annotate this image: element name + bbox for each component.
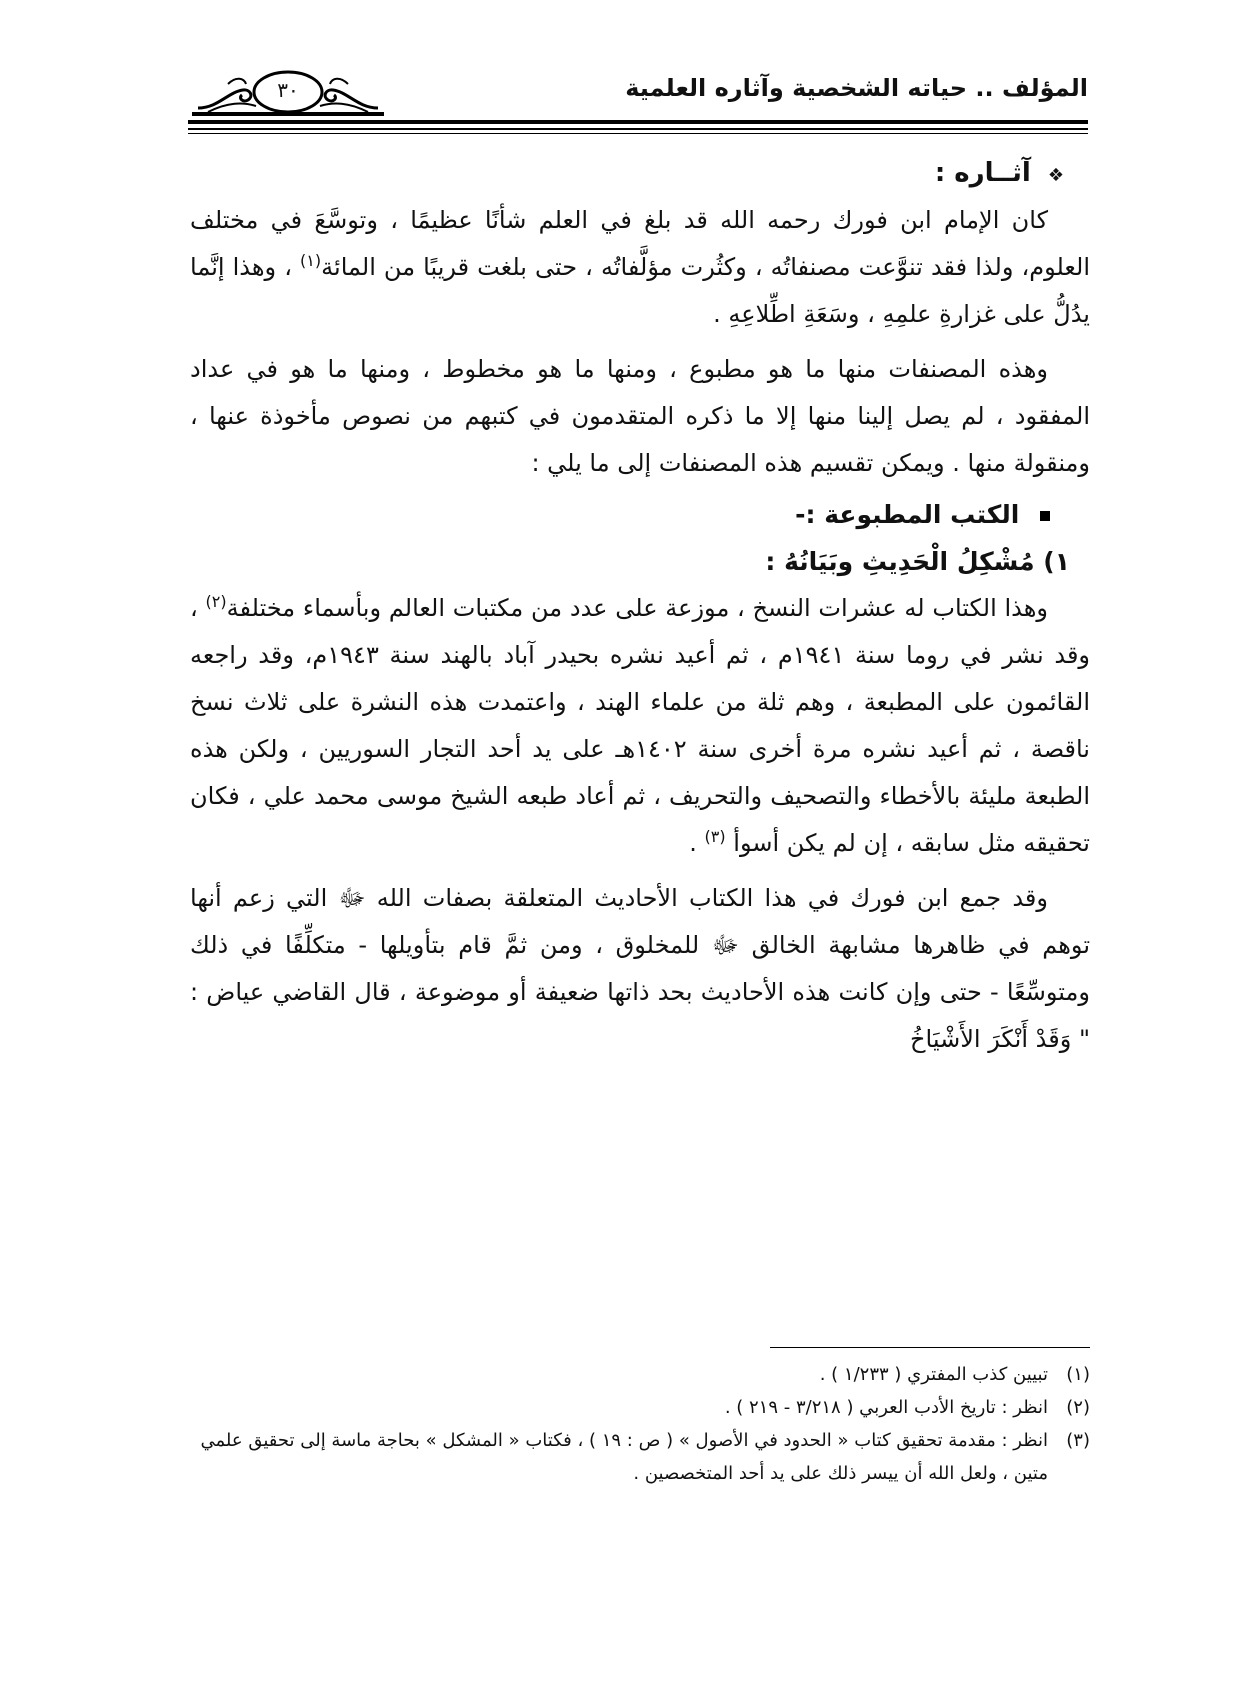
footnotes <box>190 1358 1090 1490</box>
footnote-ref-1[interactable]: (١) <box>300 251 322 270</box>
footnote-text: انظر : تاريخ الأدب العربي ( ٣/٢١٨ - ٢١٩ ) . <box>724 1397 1048 1418</box>
header-rule <box>188 120 1088 124</box>
footnote-number: (٣) <box>1066 1430 1090 1451</box>
paragraph-4: وقد جمع ابن فورك في هذا الكتاب الأحاديث المتعلقة بصفات الله ﷻ التي زعم أنها توهم في ظاهرها مشابهة الخالق ﷻ للمخلوق ، ومن ثمَّ قام بتأويلها - متكلِّفًا في ذلك ومتوسِّعًا - حتى وإن كانت هذه الأحاديث بحد ذاتها ضعيفة أو موضوعة ، قال القاضي عياض : " وَقَدْ أَنْكَرَ الأَشْيَاخُ <box>190 884 1090 1053</box>
square-bullet-icon <box>1040 511 1050 521</box>
footnote-number: (٢) <box>1066 1397 1090 1418</box>
page-header <box>188 62 1088 122</box>
footnote-text: انظر : مقدمة تحقيق كتاب « الحدود في الأصول » ( ص : ١٩ ) ، فكتاب « المشكل » بحاجة ماسة إلى تحقيق علمي متين ، ولعل الله أن ييسر ذلك على يد أحد المتخصصين . <box>200 1430 1048 1484</box>
paragraph-3: وهذا الكتاب له عشرات النسخ ، موزعة على عدد من مكتبات العالم وبأسماء مختلفة$^{(٢)}$ ، وقد نشر في روما سنة ١٩٤١م ، ثم أعيد نشره بحيدر آباد بالهند سنة ١٩٤٣م، وقد راجعه القائمون على المطبعة ، وهم ثلة من علماء الهند ، واعتمدت هذه النشرة على ثلاث نسخ ناقصة ، ثم أعيد نشره مرة أخرى سنة ١٤٠٢هـ على يد أحد التجار السوريين ، ولكن هذه الطبعة مليئة بالأخطاء والتصحيف والتحريف ، ثم أعاد طبعه الشيخ موسى محمد علي ، فكان تحقيقه مثل سابقه ، إن لم يكن أسوأ $^{(٣)}$ . <box>190 592 1091 857</box>
footnote-ref-3[interactable]: (٣) <box>704 827 726 846</box>
running-title: المؤلف .. حياته الشخصية وآثاره العلمية <box>625 74 1088 102</box>
paragraph-2: وهذه المصنفات منها ما هو مطبوع ، ومنها ما هو مخطوط ، ومنها ما هو في عداد المفقود ، لم يصل إلينا منها إلا ما ذكره المتقدمون في كتبهم من نصوص مأخوذة عنها ، ومنقولة منها . ويمكن تقسيم هذه المصنفات إلى ما يلي : <box>190 355 1090 477</box>
book-heading: ١) مُشْكِلُ الْحَدِيثِ وبَيَانُهُ : <box>765 547 1070 576</box>
footnote-text: تبيين كذب المفتري ( ١/٢٣٣ ) . <box>819 1364 1048 1385</box>
footnote-2 <box>190 1391 1090 1424</box>
header-rule-thin <box>188 128 1088 130</box>
section-heading <box>190 150 1064 197</box>
footnote-ref-2[interactable]: (٢) <box>205 592 227 611</box>
footnote-3 <box>190 1424 1090 1490</box>
diamond-bullet-icon: ❖ <box>1047 165 1064 186</box>
section-heading-text: آثــاره : <box>934 158 1031 188</box>
page-number: ٣٠ <box>277 78 299 102</box>
footnote-1 <box>190 1358 1090 1391</box>
page-body <box>190 150 1090 1063</box>
sub-heading-text: الكتب المطبوعة :- <box>795 500 1020 529</box>
footnote-separator <box>770 1347 1090 1348</box>
page-number-ornament <box>188 62 388 122</box>
paragraph-1: كان الإمام ابن فورك رحمه الله قد بلغ في العلم شأنًا عظيمًا ، وتوسَّعَ في مختلف العلوم، ولذا فقد تنوَّعت مصنفاتُه ، وكثُرت مؤلَّفاتُه ، حتى بلغت قريبًا من المائة$^{(١)}$ ، وهذا إنَّما يدُلُّ على غزارةِ علمِهِ ، وسَعَةِ اطِّلاعِهِ . <box>190 206 1090 328</box>
header-rule-hairline <box>188 133 1088 134</box>
footnote-number: (١) <box>1066 1364 1090 1385</box>
sub-heading <box>190 491 1050 538</box>
